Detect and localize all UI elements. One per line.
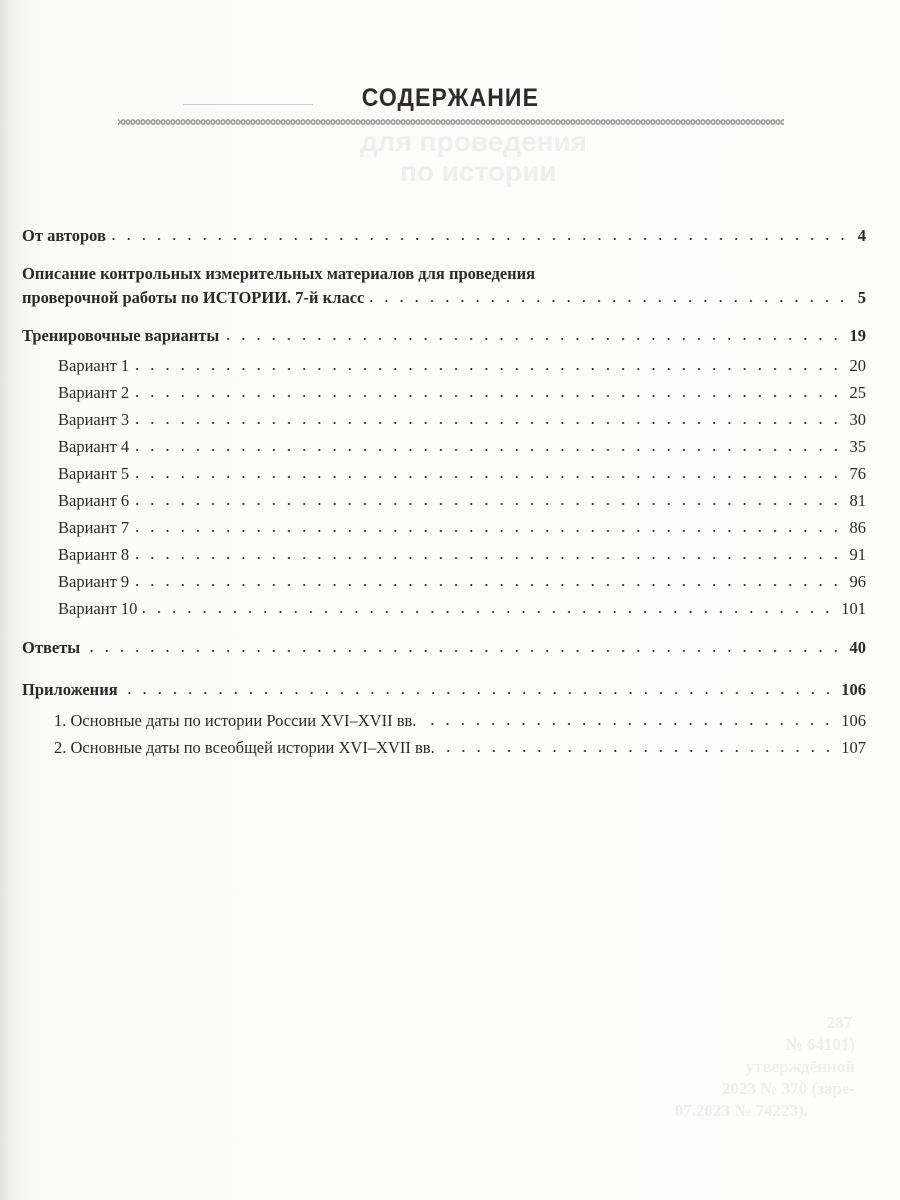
toc-entry-appendix-2[interactable] — [54, 738, 866, 758]
toc-entry-variant-6[interactable] — [58, 491, 866, 511]
page-title: СОДЕРЖАНИЕ — [361, 84, 539, 112]
show-through-text: по истории — [400, 156, 557, 187]
show-through-text: 2023 № 370 (заре- — [722, 1079, 855, 1098]
toc-entry-label: Вариант 5 — [58, 464, 130, 483]
toc-entry-label: Вариант 10 — [58, 599, 138, 618]
toc-entry-label: Тренировочные варианты — [22, 326, 220, 345]
toc-page-number: 101 — [841, 599, 866, 618]
dot-leader — [112, 237, 850, 241]
dot-leader — [135, 367, 843, 371]
toc-entry-variant-9[interactable] — [58, 572, 866, 592]
toc-entry-from-authors[interactable] — [22, 226, 866, 246]
toc-entry-label: Вариант 9 — [58, 572, 130, 591]
toc-entry-variant-2[interactable] — [58, 383, 866, 403]
dot-leader — [86, 649, 843, 653]
dot-leader — [135, 421, 843, 425]
show-through-text: 07.2023 № 74223). — [674, 1101, 808, 1120]
toc-entry-label: Описание контрольных измерительных материалов для проведения — [22, 264, 536, 283]
dot-leader — [135, 448, 843, 452]
toc-entry-label: Вариант 7 — [58, 518, 130, 537]
toc-entry-label: Вариант 3 — [58, 410, 130, 429]
dot-leader — [135, 556, 843, 560]
show-through-text: № 64101) — [785, 1035, 855, 1054]
toc-entry-label: Вариант 6 — [58, 491, 130, 510]
toc-page-number: 106 — [841, 680, 866, 699]
toc-page-number: 81 — [849, 491, 866, 510]
toc-entry-appendix-1[interactable] — [54, 711, 866, 731]
toc-entry-training-variants[interactable] — [22, 326, 866, 346]
toc-page-number: 30 — [849, 410, 866, 429]
toc-entry-label: Вариант 2 — [58, 383, 130, 402]
ornamental-rule — [118, 119, 784, 125]
toc-entry-label: Вариант 1 — [58, 356, 130, 375]
toc-entry-variant-1[interactable] — [58, 356, 866, 376]
dot-leader — [135, 583, 843, 587]
toc-page-number: 107 — [841, 738, 866, 757]
toc-page-number: 76 — [849, 464, 866, 483]
toc-entry-variant-7[interactable] — [58, 518, 866, 538]
dot-leader — [135, 529, 843, 533]
toc-entry-variant-4[interactable] — [58, 437, 866, 457]
toc-entry-label: 2. Основные даты по всеобщей истории XVI–XVII вв. — [54, 738, 435, 757]
dot-leader — [135, 475, 843, 479]
toc-entry-kim-description-line1[interactable] — [22, 264, 866, 284]
dot-leader — [422, 722, 835, 726]
toc-entry-label: Вариант 4 — [58, 437, 130, 456]
show-through-text: для проведения — [360, 126, 588, 157]
dot-leader — [143, 610, 835, 614]
dot-leader — [135, 394, 843, 398]
dot-leader — [124, 691, 836, 695]
toc-entry-label: Ответы — [22, 638, 81, 657]
dot-leader — [135, 502, 843, 506]
toc-entry-appendices[interactable] — [22, 680, 866, 700]
toc-page-number: 35 — [849, 437, 866, 456]
toc-entry-variant-3[interactable] — [58, 410, 866, 430]
title-container — [0, 84, 900, 113]
toc-entry-variant-8[interactable] — [58, 545, 866, 565]
toc-page-number: 40 — [849, 638, 866, 657]
toc-entry-kim-description[interactable] — [22, 288, 866, 308]
show-through-text: утверждённой — [745, 1057, 855, 1076]
dot-leader — [441, 749, 836, 753]
dot-leader — [225, 337, 843, 341]
toc-page-number: 25 — [849, 383, 866, 402]
toc-page-number: 4 — [857, 226, 866, 245]
toc-entry-label: 1. Основные даты по истории России XVI–XVII вв. — [54, 711, 417, 730]
toc-entry-variant-5[interactable] — [58, 464, 866, 484]
toc-entry-label: Вариант 8 — [58, 545, 130, 564]
toc-page-number: 5 — [857, 288, 866, 307]
toc-page-number: 96 — [849, 572, 866, 591]
toc-entry-label: От авторов — [22, 226, 106, 245]
toc-entry-label: проверочной работы по ИСТОРИИ. 7-й класс — [22, 288, 365, 307]
toc-page-number: 106 — [841, 711, 866, 730]
toc-page-number: 86 — [849, 518, 866, 537]
toc-page-number: 20 — [849, 356, 866, 375]
toc-entry-answers[interactable] — [22, 638, 866, 658]
toc-entry-variant-10[interactable] — [58, 599, 866, 619]
show-through-text: 287 — [826, 1013, 852, 1032]
toc-page-number: 91 — [849, 545, 866, 564]
toc-entry-label: Приложения — [22, 680, 118, 699]
dot-leader — [370, 299, 850, 303]
toc-page-number: 19 — [849, 326, 866, 345]
